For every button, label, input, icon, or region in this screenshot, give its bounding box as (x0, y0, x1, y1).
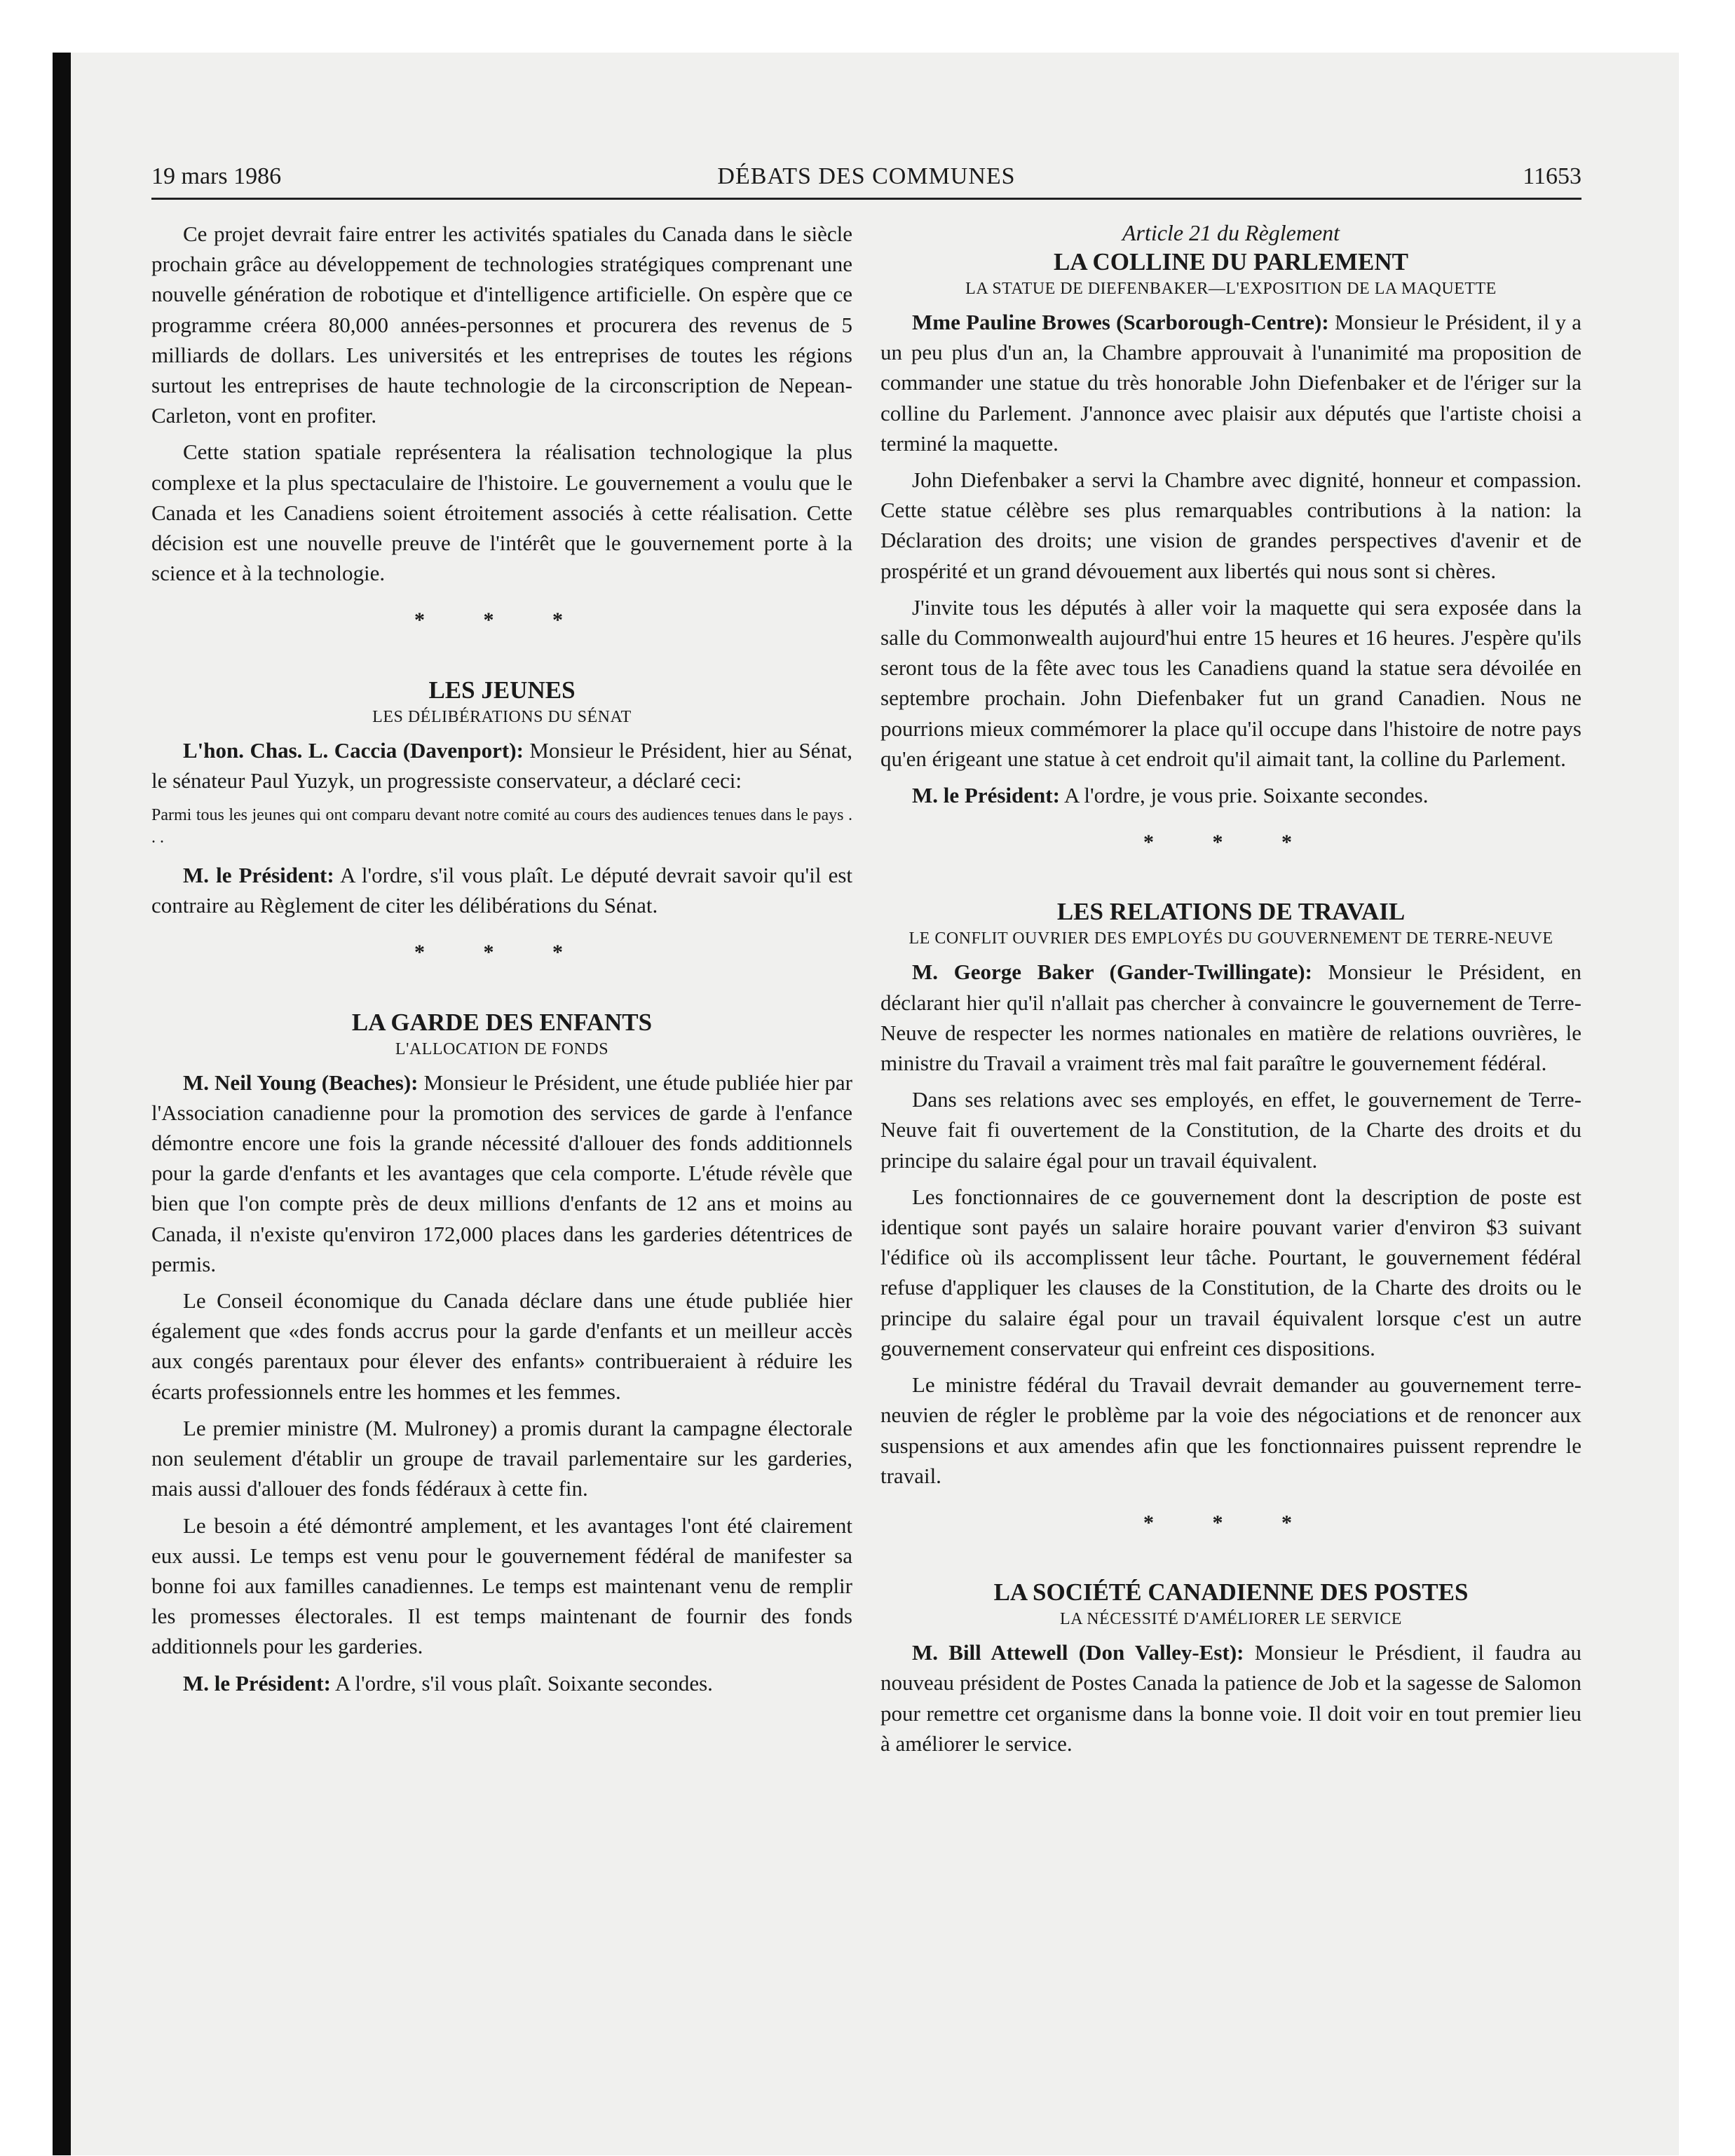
section-heading: LES RELATIONS DE TRAVAIL (1056, 898, 1406, 926)
paragraph: Le ministre fédéral du Travail devrait demander au gouvernement terre-neuvien de régler le problème par la voie des négociations et de renoncer aux suspensions et aux amendes afin que les fonctionnaires puissent reprendre le travail. (880, 1372, 1581, 1488)
section-subheading: LA NÉCESSITÉ D'AMÉLIORER LE SERVICE (1060, 1610, 1402, 1629)
section-subheading: L'ALLOCATION DE FONDS (395, 1039, 609, 1058)
speaker-name: M. George Baker (Gander-Twillingate): (912, 960, 1312, 985)
speech-paragraph (151, 1067, 852, 1279)
paragraph: Cette station spatiale représentera la réalisation technologique la plus complexe et la plus spectaculaire de l'histoire. Le gouvernement a voulu que le Canada et les Canadiens soient étroitement associés à cette réalisation. Cette décision est une nouvelle preuve de l'intérêt que le gouvernement porte à la science et à la technologie. (151, 439, 852, 586)
paragraph: John Diefenbaker a servi la Chambre avec dignité, honneur et compassion. Cette statue célèbre ses plus remarquables contributions à la nation: la Déclaration des droits; une vision de grandes perspectives d'avenir et de prospérité et un grand dévouement aux libertés qui nous sont si chères. (880, 468, 1581, 583)
speaker-name: M. Bill Attewell (Don Valley-Est): (912, 1640, 1244, 1665)
speaker-name: L'hon. Chas. L. Caccia (Davenport): (183, 737, 524, 763)
speech-text: Monsieur le Présdient, il faudra au nouveau président de Postes Canada la patience de Job et la sagesse de Salomon pour remettre cet organisme dans la bonne voie. Il doit voir en tout premier lieu à améliorer le service. (880, 1640, 1581, 1756)
speech-paragraph (880, 780, 1581, 810)
paragraph: Les fonctionnaires de ce gouvernement dont la description de poste est identique sont payés un salaire horaire pouvant varier d'environ $3 suivant l'édifice où ils accomplissent leur tâche. Pourtant, le gouvernement fédéral refuse d'appliquer les clauses de la Constitution, de la Charte des droits ou le principe du salaire égal pour un travail équivalent lorsque c'est un autre gouvernement conservateur qui enfreint ces dispositions. (880, 1184, 1581, 1360)
paragraph: Dans ses relations avec ses employés, en effet, le gouvernement de Terre-Neuve fait fi ouvertement de la Constitution, de la Charte des droits et du principe du salaire égal pour un travail équivalent. (880, 1087, 1581, 1173)
header-title: DÉBATS DES COMMUNES (717, 163, 1016, 189)
section-subheading: LES DÉLIBÉRATIONS DU SÉNAT (372, 707, 632, 726)
header-date: 19 mars 1986 (151, 163, 282, 189)
section-subheading: LA STATUE DE DIEFENBAKER—L'EXPOSITION DE LA MAQUETTE (965, 280, 1497, 298)
section-separator: * * * (1143, 1510, 1319, 1534)
paragraph: Ce projet devrait faire entrer les activités spatiales du Canada dans le siècle prochain grâce au développement de technologies stratégiques comprenant une nouvelle génération de robotique et d'intelligence artificielle. On espère que ce programme créera 80,000 années-personnes et procurera des revenus de 5 milliards de dollars. Les universités et les entreprises de toutes les régions surtout les entreprises de haute technologie de la circonscription de Nepean-Carleton, vont en profiter. (151, 221, 852, 428)
rule-reference: Article 21 du Règlement (1122, 220, 1340, 245)
paragraph: Le Conseil économique du Canada déclare dans une étude publiée hier également que «des fonds accrus pour la garde d'enfants et un meilleur accès aux congés parentaux pour élever des enfants» contribueraient à réduire les écarts professionnels entre les hommes et les femmes. (151, 1288, 852, 1404)
section-heading: LA SOCIÉTÉ CANADIENNE DES POSTES (993, 1578, 1469, 1606)
binding-edge (53, 53, 71, 2155)
speaker-name: Mme Pauline Browes (Scarborough-Centre): (912, 310, 1329, 334)
quotation: Parmi tous les jeunes qui ont comparu devant notre comité au cours des audiences tenues dans le pays . . . (151, 806, 852, 847)
speech-paragraph (880, 1637, 1581, 1759)
speech-paragraph (151, 1668, 852, 1698)
paragraph: Le besoin a été démontré amplement, et les avantages l'ont été clairement eux aussi. Le temps est venu pour le gouvernement fédéral de manifester sa bonne foi aux familles canadiennes. Le temps est maintenant venu de remplir les promesses électorales. Il est temps maintenant de fournir des fonds additionnels pour les garderies. (151, 1513, 852, 1659)
speaker-name: M. le Président: (183, 1670, 331, 1696)
section-separator: * * * (1143, 831, 1319, 854)
speech-paragraph (151, 735, 852, 796)
speech-text: Monsieur le Président, hier au Sénat, le sénateur Paul Yuzyk, un progressiste conservateur, a déclaré ceci: (151, 737, 852, 793)
right-column (880, 219, 1581, 2125)
section-subheading: LE CONFLIT OUVRIER DES EMPLOYÉS DU GOUVERNEMENT DE TERRE-NEUVE (909, 929, 1553, 948)
speech-text: Monsieur le Président, en déclarant hier qu'il n'allait pas chercher à convaincre le gouvernement de Terre-Neuve de respecter les normes nationales en matière de relations ouvrières, le ministre du Travail a vraiment très mal fait paraître le gouvernement fédéral. (880, 960, 1581, 1076)
speech-text: Monsieur le Président, il y a un peu plus d'un an, la Chambre approuvait à l'unanimité ma proposition de commander une statue du très honorable John Diefenbaker et de l'ériger sur la colline du Parlement. J'annonce avec plaisir aux députés que l'artiste choisi a terminé la maquette. (880, 310, 1581, 456)
speech-text: A l'ordre, je vous prie. Soixante secondes. (1059, 783, 1429, 808)
speech-text: A l'ordre, s'il vous plaît. Le député devrait savoir qu'il est contraire au Règlement de citer les délibérations du Sénat. (151, 863, 852, 918)
left-column (151, 219, 852, 2125)
paragraph: Le premier ministre (M. Mulroney) a promis durant la campagne électorale non seulement d'établir un groupe de travail parlementaire sur les garderies, mais aussi d'allouer des fonds fédéraux à cette fin. (151, 1415, 852, 1501)
section-separator: * * * (414, 941, 590, 964)
section-heading: LA COLLINE DU PARLEMENT (1054, 248, 1408, 275)
section-heading: LA GARDE DES ENFANTS (351, 1008, 653, 1036)
section-separator: * * * (414, 608, 590, 632)
page-header (151, 161, 1581, 200)
header-page-number: 11653 (1523, 163, 1581, 189)
speaker-name: M. Neil Young (Beaches): (183, 1070, 419, 1095)
speech-text: Monsieur le Président, une étude publiée hier par l'Association canadienne pour la promotion des services de garde à l'enfance démontre encore une fois la grande nécessité d'allouer des fonds additionnels pour la garde d'enfants et les avantages que cela comporte. L'étude révèle que bien que l'on compte près de deux millions d'enfants de 12 ans et moins au Canada, il n'existe qu'environ 172,000 places dans les garderies détentrices de permis. (151, 1070, 852, 1276)
speech-paragraph (151, 860, 852, 920)
speech-paragraph (880, 307, 1581, 458)
speaker-name: M. le Président: (912, 783, 1060, 808)
section-heading: LES JEUNES (428, 676, 576, 704)
speech-paragraph (880, 957, 1581, 1078)
paragraph: J'invite tous les députés à aller voir la maquette qui sera exposée dans la salle du Commonwealth aujourd'hui entre 15 heures et 16 heures. J'espère qu'ils seront tous de la fête avec tous les Canadiens quand la statue sera dévoilée en septembre prochain. John Diefenbaker fut un grand Canadien. Nous ne pourrions mieux commémorer la place qu'il occupe dans l'histoire de notre pays qu'en érigeant une statue à cet endroit qu'il aimait tant, la colline du Parlement. (880, 594, 1581, 771)
speaker-name: M. le Président: (183, 863, 334, 888)
speech-text: A l'ordre, s'il vous plaît. Soixante secondes. (330, 1670, 713, 1696)
